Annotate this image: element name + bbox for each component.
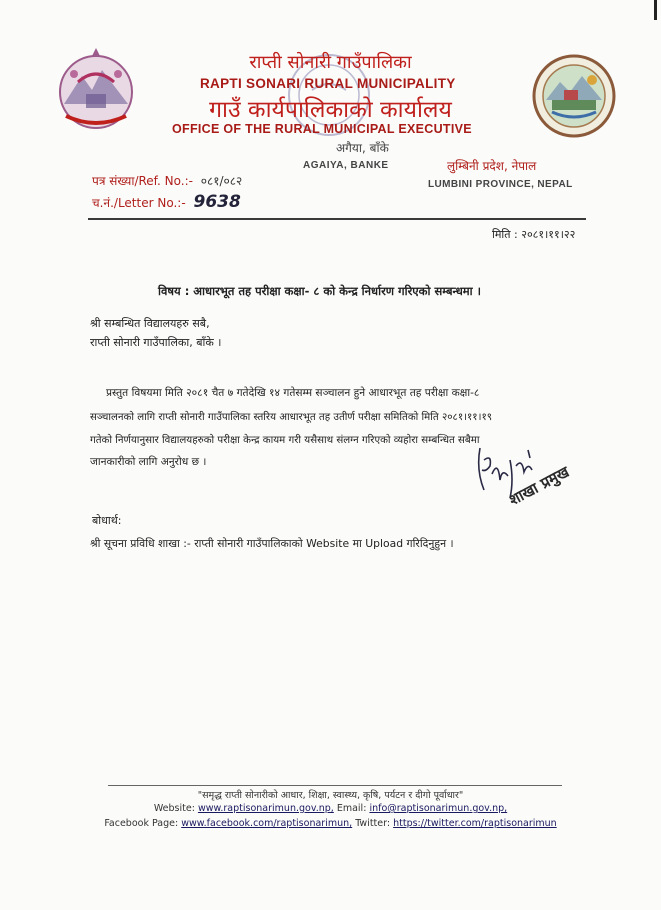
ref-number-row <box>92 172 242 189</box>
recipient-line-1: श्री सम्बन्धित विद्यालयहरु सबै, <box>90 317 210 330</box>
facebook-label: Facebook Page: <box>104 818 179 829</box>
letter-subject: विषय : आधारभूत तह परीक्षा कक्षा- ८ को केन्द्र निर्धारण गरिएको सम्बन्धमा । <box>158 284 481 298</box>
location-np: अगैया, बाँके <box>336 141 389 155</box>
body-line-2: सञ्चालनको लागि राप्ती सोनारी गाउँपालिका स्तरिय आधारभूत तह उतीर्ण परीक्षा समितिको मिति २०८१।११।१९ <box>90 412 493 423</box>
signatory-title: शाखा प्रमुख <box>506 462 573 510</box>
body-line-4: जानकारीको लागि अनुरोध छ । <box>90 456 207 468</box>
municipality-name-np: राप्ती सोनारी गाउँपालिका <box>249 52 412 73</box>
footer-motto: "समृद्ध राप्ती सोनारीको आधार, शिक्षा, स्वास्थ्य, कृषि, पर्यटन र दीगो पूर्वाधार" <box>197 790 464 801</box>
ref-label: पत्र संख्या/Ref. No.:- <box>92 174 193 188</box>
body-line-1: प्रस्तुत विषयमा मिति २०८१ चैत ७ गतेदेखि १४ गतेसम्म सञ्चालन हुने आधारभूत तह परीक्षा कक्षा-८ <box>106 387 480 399</box>
cc-line: श्री सूचना प्रविधि शाखा :- राप्ती सोनारी गाउँपालिकाको Website मा Upload गरिदिनुहुन । <box>90 537 454 550</box>
email-link[interactable]: info@raptisonarimun.gov.np, <box>369 803 508 814</box>
website-link[interactable]: www.raptisonarimun.gov.np, <box>197 803 334 814</box>
office-name-np: गाउँ कार्यपालिकाको कार्यालय <box>209 97 452 123</box>
cc-label: बोधार्थ: <box>92 514 122 527</box>
footer-contact-row-1 <box>0 803 661 814</box>
location-en: AGAIYA, BANKE <box>303 160 389 171</box>
letter-value: 9638 <box>193 192 241 212</box>
header-divider <box>88 218 586 220</box>
facebook-link[interactable]: www.facebook.com/raptisonarimun, <box>181 818 353 829</box>
scan-edge-mark <box>654 0 657 20</box>
recipient-line-2: राप्ती सोनारी गाउँपालिका, बाँके । <box>90 336 222 349</box>
footer-contact-row-2 <box>0 818 661 829</box>
twitter-label: Twitter: <box>355 818 391 829</box>
letter-label: च.नं./Letter No.:- <box>92 196 186 210</box>
email-label: Email: <box>336 803 367 814</box>
province-en: LUMBINI PROVINCE, NEPAL <box>428 179 573 190</box>
province-np: लुम्बिनी प्रदेश, नेपाल <box>447 159 537 173</box>
body-line-3: गतेको निर्णयानुसार विद्यालयहरुको परीक्षा केन्द्र कायम गरी यसैसाथ संलग्न गरिएको व्यहोरा सम्बन्धित सबैमा <box>90 435 480 446</box>
letter-number-row <box>92 192 241 212</box>
footer-divider <box>108 785 562 786</box>
municipality-name-en: RAPTI SONARI RURAL MUNICIPALITY <box>200 76 456 91</box>
office-name-en: OFFICE OF THE RURAL MUNICIPAL EXECUTIVE <box>172 122 472 136</box>
website-label: Website: <box>153 803 195 814</box>
letter-date: मिति : २०८१।११।२२ <box>492 228 576 241</box>
ref-value: ०८१/०८२ <box>200 174 243 188</box>
twitter-link[interactable]: https://twitter.com/raptisonarimun <box>393 818 557 829</box>
